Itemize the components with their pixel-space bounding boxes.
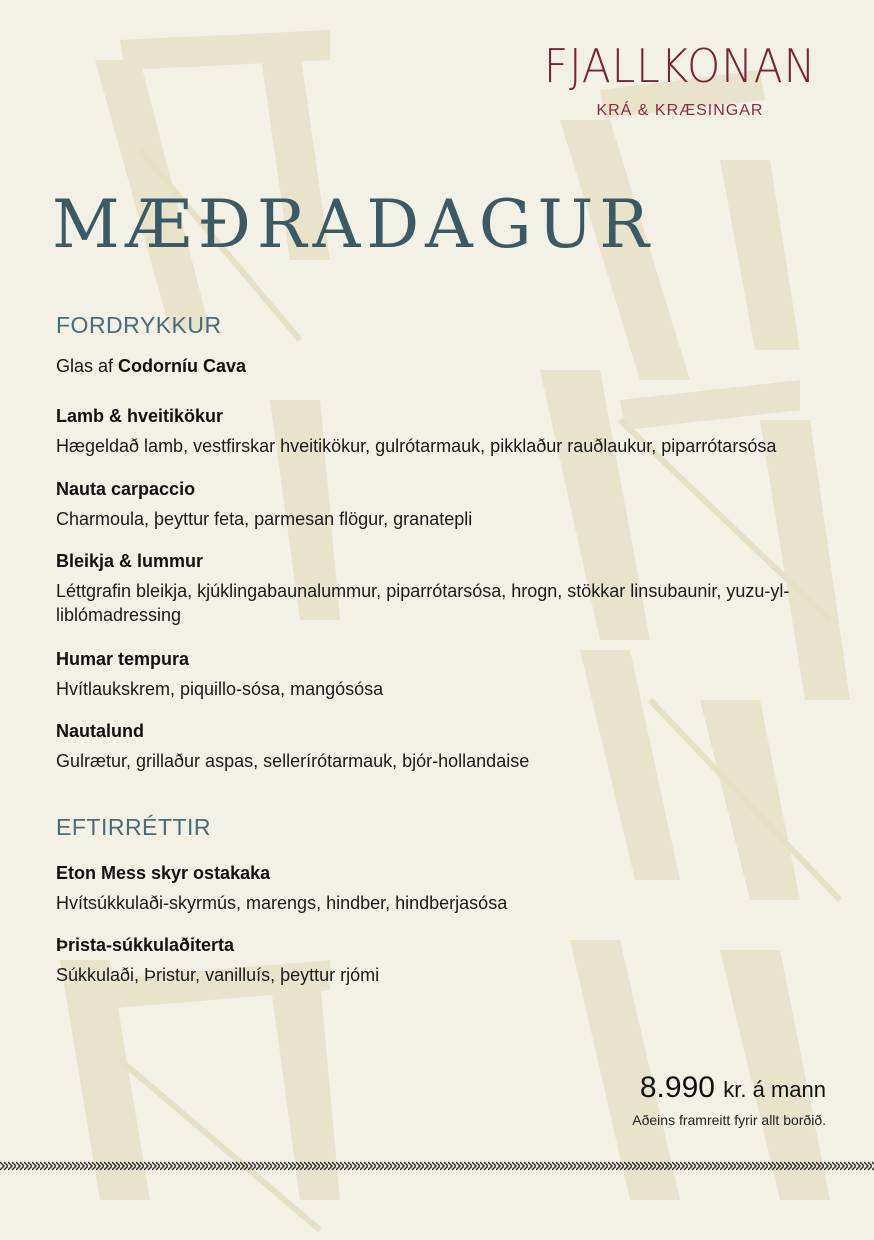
desserts-heading: EFTIRRÉTTIR: [56, 814, 211, 840]
dish-description: Hvítlaukskrem, piquillo-sósa, mangósósa: [56, 679, 384, 699]
dish-description: Léttgrafin bleikja, kjúklingabaunalummur, piparrótarsósa, hrogn, stökkar linsubaunir, yuzu-yl-liblómadressing: [56, 581, 790, 625]
decorative-border: [0, 1158, 874, 1174]
aperitif-heading: FORDRYKKUR: [56, 312, 222, 338]
price-line: [632, 1070, 826, 1108]
aperitif-line: [56, 354, 834, 378]
dish-description: Hvítsúkkulaði-skyrmús, marengs, hindber, hindberjasósa: [56, 893, 508, 913]
dish-description: Charmoula, þeyttur feta, parmesan flögur, granatepli: [56, 509, 473, 529]
dish-name: Eton Mess skyr ostakaka: [56, 863, 271, 883]
dish-name: Humar tempura: [56, 649, 190, 669]
dish-description: Súkkulaði, Þristur, vanilluís, þeyttur rjómi: [56, 965, 380, 985]
brand-logo: [532, 40, 828, 120]
dish-description: Gulrætur, grillaður aspas, sellerírótarmauk, bjór-hollandaise: [56, 751, 530, 771]
brand-name: FJALLKONAN: [543, 39, 817, 93]
price-amount: 8.990: [639, 1071, 715, 1104]
brand-tagline: KRÁ & KRÆSINGAR: [596, 102, 764, 119]
price-block: [632, 1070, 826, 1128]
price-note: Aðeins framreitt fyrir allt borðið.: [632, 1112, 826, 1128]
dish-name: Nautalund: [56, 721, 144, 741]
price-unit: kr. á mann: [723, 1077, 826, 1102]
dish-name: Lamb & hveitikökur: [56, 406, 224, 426]
aperitif-drink: Codorníu Cava: [118, 356, 247, 376]
dish-name: Bleikja & lummur: [56, 551, 204, 571]
aperitif-prefix: Glas af: [56, 356, 119, 376]
dish-name: Þrista-súkkulaðiterta: [56, 935, 235, 955]
menu-title: MÆÐRADAGUR: [52, 186, 655, 263]
dish-description: Hægeldað lamb, vestfirskar hveitikökur, gulrótarmauk, pikklaður rauðlaukur, piparrótarsósa: [56, 436, 777, 456]
dish-name: Nauta carpaccio: [56, 479, 196, 499]
